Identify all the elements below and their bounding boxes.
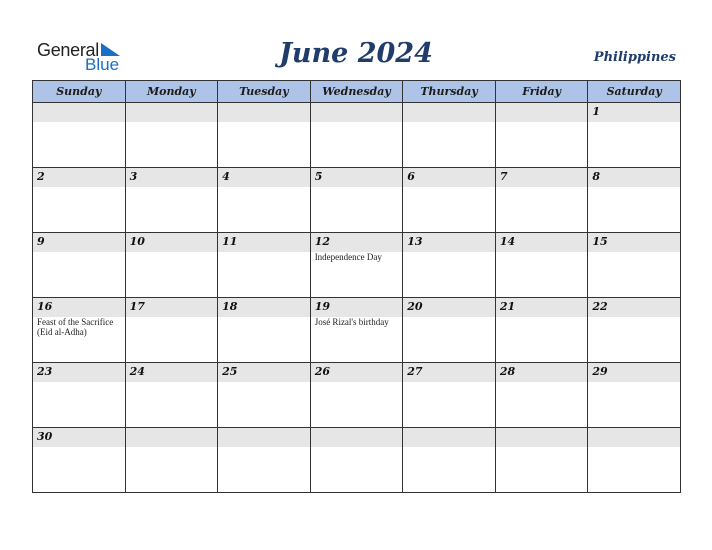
holiday-label: Independence Day [314, 252, 382, 262]
day-number: 14 [499, 235, 516, 248]
day-cell [495, 428, 588, 493]
weekday-header-row [33, 81, 681, 103]
day-number: 13 [407, 235, 423, 248]
holiday-label: José Rizal's birthday [314, 317, 389, 327]
day-number: 15 [592, 235, 608, 248]
day-number: 9 [37, 235, 45, 248]
day-number-band [218, 428, 310, 447]
day-number: 7 [499, 170, 508, 183]
day-number: 5 [314, 170, 323, 183]
day-cell [33, 103, 126, 168]
day-number-band [403, 298, 495, 317]
day-cell [495, 298, 588, 363]
day-number-band [311, 428, 403, 447]
day-number: 28 [499, 365, 516, 378]
weekday-friday: Friday [495, 81, 588, 103]
day-cell [218, 103, 311, 168]
day-number-band [588, 363, 680, 382]
day-cell [403, 428, 496, 493]
day-number-band [311, 168, 403, 187]
day-number-band [218, 298, 310, 317]
weekday-tuesday: Tuesday [218, 81, 311, 103]
day-number-band [588, 233, 680, 252]
day-number: 25 [222, 365, 238, 378]
day-number: 27 [407, 365, 423, 378]
day-cell [310, 168, 403, 233]
day-cell [310, 428, 403, 493]
day-cell [125, 168, 218, 233]
day-cell [33, 428, 126, 493]
day-number: 29 [592, 365, 608, 378]
day-number-band [403, 168, 495, 187]
day-number-band [33, 103, 125, 122]
day-number-band [496, 168, 588, 187]
day-number: 1 [592, 105, 601, 118]
day-number-band [588, 103, 680, 122]
day-number: 30 [37, 430, 53, 443]
day-cell [403, 233, 496, 298]
day-number-band [218, 168, 310, 187]
day-cell [310, 298, 403, 363]
day-number-band [588, 298, 680, 317]
day-number-band [311, 363, 403, 382]
day-number: 6 [407, 170, 415, 183]
day-cell [125, 103, 218, 168]
week-row [33, 103, 681, 168]
day-cell [125, 363, 218, 428]
day-number-band [496, 298, 588, 317]
day-number: 16 [37, 300, 53, 313]
day-cell [125, 233, 218, 298]
day-cell [403, 363, 496, 428]
day-cell [310, 233, 403, 298]
day-number-band [33, 298, 125, 317]
day-number-band [403, 233, 495, 252]
day-number: 10 [129, 235, 145, 248]
day-number-band [588, 168, 680, 187]
day-number-band [126, 233, 218, 252]
weekday-saturday: Saturday [588, 81, 681, 103]
day-cell [588, 103, 681, 168]
day-number-band [126, 363, 218, 382]
logo-word-general: General [37, 40, 99, 60]
day-number-band [496, 103, 588, 122]
day-cell [495, 103, 588, 168]
weekday-sunday: Sunday [33, 81, 126, 103]
day-number-band [496, 428, 588, 447]
day-cell [403, 298, 496, 363]
day-number: 19 [314, 300, 330, 313]
day-number-band [403, 363, 495, 382]
day-cell [588, 233, 681, 298]
country-label: Philippines [593, 50, 676, 65]
day-cell [33, 298, 126, 363]
week-row [33, 298, 681, 363]
week-row [33, 233, 681, 298]
day-cell [125, 298, 218, 363]
week-row [33, 168, 681, 233]
day-number: 18 [222, 300, 238, 313]
day-number-band [311, 103, 403, 122]
weekday-thursday: Thursday [403, 81, 496, 103]
day-cell [218, 298, 311, 363]
day-cell [310, 103, 403, 168]
day-cell [495, 168, 588, 233]
day-number: 12 [314, 235, 330, 248]
day-number-band [33, 363, 125, 382]
day-number: 17 [129, 300, 145, 313]
day-cell [310, 363, 403, 428]
holiday-label: Feast of the Sacrifice (Eid al-Adha) [37, 317, 114, 337]
day-cell [588, 428, 681, 493]
day-number-band [33, 233, 125, 252]
day-number-band [33, 168, 125, 187]
day-number: 2 [37, 170, 45, 183]
day-cell [125, 428, 218, 493]
day-cell [33, 363, 126, 428]
week-row [33, 428, 681, 493]
day-number: 24 [129, 365, 145, 378]
day-number: 26 [314, 365, 330, 378]
day-number-band [403, 103, 495, 122]
day-cell [403, 168, 496, 233]
day-number: 21 [499, 300, 516, 313]
day-number: 3 [129, 170, 138, 183]
day-cell [218, 233, 311, 298]
day-cell [495, 363, 588, 428]
day-number: 8 [592, 170, 601, 183]
day-cell [218, 363, 311, 428]
day-number-band [218, 363, 310, 382]
day-number-band [496, 363, 588, 382]
day-number-band [218, 233, 310, 252]
week-row [33, 363, 681, 428]
calendar-title: June 2024 [279, 38, 433, 69]
day-number-band [33, 428, 125, 447]
day-cell [33, 233, 126, 298]
day-number-band [403, 428, 495, 447]
day-number-band [311, 233, 403, 252]
calendar-grid [32, 80, 681, 493]
day-number-band [126, 298, 218, 317]
day-number-band [588, 428, 680, 447]
weekday-monday: Monday [125, 81, 218, 103]
day-number-band [218, 103, 310, 122]
day-number-band [126, 103, 218, 122]
day-number: 4 [222, 170, 230, 183]
day-number-band [496, 233, 588, 252]
day-number-band [311, 298, 403, 317]
day-number: 11 [222, 235, 238, 248]
day-cell [33, 168, 126, 233]
day-number-band [126, 168, 218, 187]
day-number: 20 [407, 300, 423, 313]
day-cell [588, 298, 681, 363]
day-cell [588, 168, 681, 233]
weekday-wednesday: Wednesday [310, 81, 403, 103]
day-number: 22 [592, 300, 608, 313]
day-cell [495, 233, 588, 298]
day-cell [218, 168, 311, 233]
day-number: 23 [37, 365, 53, 378]
day-cell [403, 103, 496, 168]
day-cell [588, 363, 681, 428]
day-number-band [126, 428, 218, 447]
day-cell [218, 428, 311, 493]
logo-word-blue: Blue [85, 55, 120, 74]
calendar-body [33, 103, 681, 493]
